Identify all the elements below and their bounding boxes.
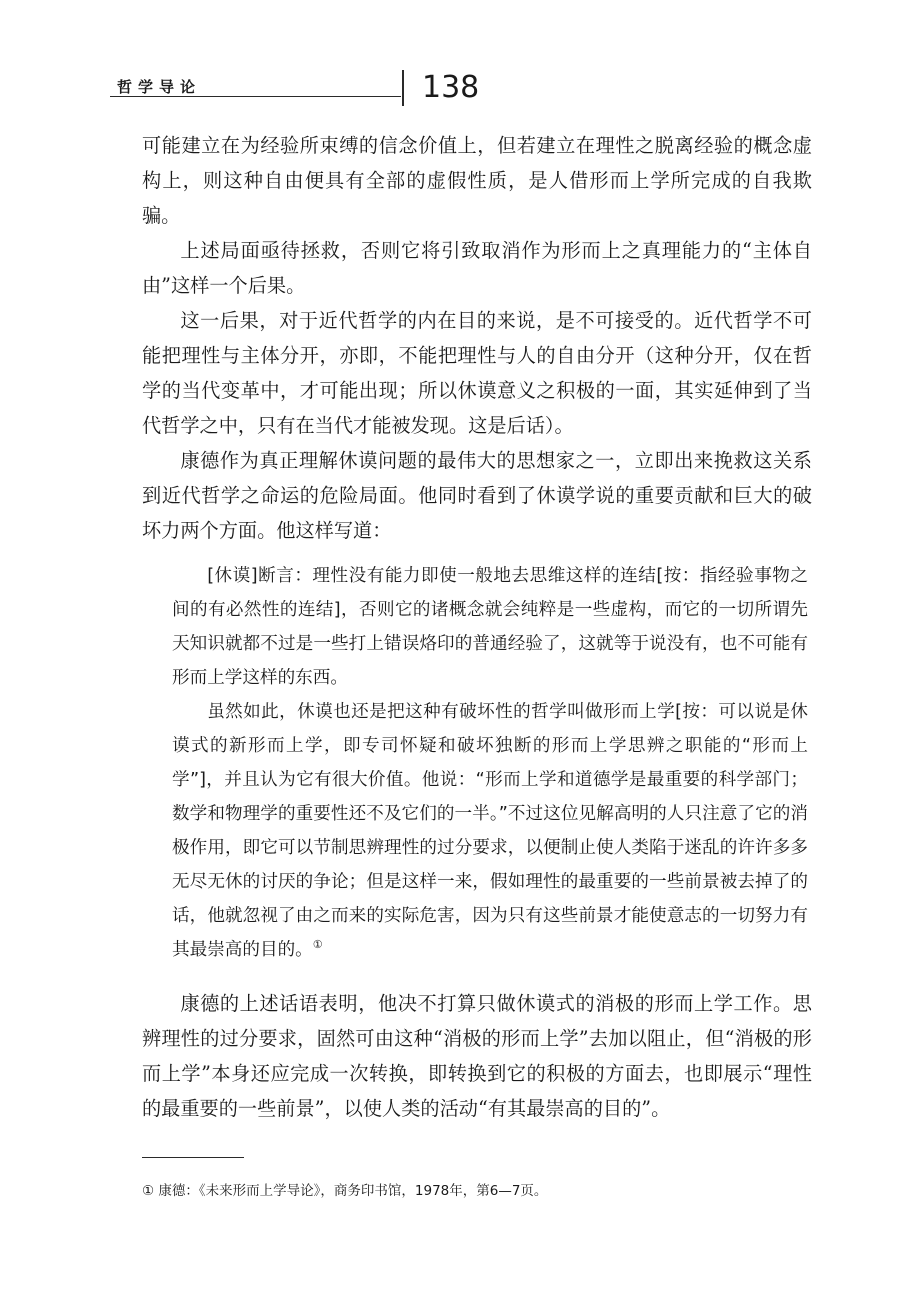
header-rule xyxy=(110,96,401,97)
paragraph: 康德作为真正理解休谟问题的最伟大的思想家之一，立即出来挽救这关系到近代哲学之命运的危险局面。他同时看到了休谟学说的重要贡献和巨大的破坏力两个方面。他这样写道： xyxy=(142,449,812,542)
quote-paragraph-text: 虽然如此，休谟也还是把这种有破坏性的哲学叫做形而上学[按：可以说是休谟式的新形而上学，即专司怀疑和破坏独断的形而上学思辨之职能的“形而上学”]，并且认为它有很大价值。他说：“形而上学和道德学是最重要的科学部门；数学和物理学的重要性还不及它们的一半。”不过这位见解高明的人只注意了它的消极作用，即它可以节制思辨理性的过分要求，以便制止使人类陷于迷乱的许许多多无尽无休的讨厌的争论；但是这样一来，假如理性的最重要的一些前景被去掉了的话，他就忽视了由之而来的实际危害，因为只有这些前景才能使意志的一切努力有其最崇高的目的。 xyxy=(172,702,808,960)
paragraph: 上述局面亟待拯救，否则它将引致取消作为形而上之真理能力的“主体自由”这样一个后果。 xyxy=(142,239,812,297)
quote-paragraph: [休谟]断言：理性没有能力即使一般地去思维这样的连结[按：指经验事物之间的有必然性的连结]，否则它的诸概念就会纯粹是一些虚构，而它的一切所谓先天知识就都不过是一些打上错误烙印的普通经验了，这就等于说没有，也不可能有形而上学这样的东西。 xyxy=(172,566,808,688)
body-text xyxy=(142,128,812,1126)
page-number: 138 xyxy=(422,70,480,105)
footnote: ① 康德：《未来形而上学导论》，商务印书馆，1978年，第6—7页。 xyxy=(142,1183,548,1199)
paragraph: 可能建立在为经验所束缚的信念价值上，但若建立在理性之脱离经验的概念虚构上，则这种自由便具有全部的虚假性质，是人借形而上学所完成的自我欺骗。 xyxy=(142,134,812,227)
footnote-reference[interactable]: ① xyxy=(312,938,323,952)
header-divider xyxy=(402,70,404,106)
book-title: 哲学导论 xyxy=(117,78,202,96)
running-header xyxy=(0,0,900,110)
quote-paragraph xyxy=(172,695,808,967)
block-quote xyxy=(142,559,808,967)
closing-paragraph: 康德的上述话语表明，他决不打算只做休谟式的消极的形而上学工作。思辨理性的过分要求，固然可由这种“消极的形而上学”去加以阻止，但“消极的形而上学”本身还应完成一次转换，即转换到它的积极的方面去，也即展示“理性的最重要的一些前景”，以使人类的活动“有其最崇高的目的”。 xyxy=(142,992,812,1120)
paragraph: 这一后果，对于近代哲学的内在目的来说，是不可接受的。近代哲学不可能把理性与主体分开，亦即，不能把理性与人的自由分开（这种分开，仅在哲学的当代变革中，才可能出现；所以休谟意义之积极的一面，其实延伸到了当代哲学之中，只有在当代才能被发现。这是后话）。 xyxy=(142,309,812,437)
footnote-rule xyxy=(142,1157,244,1158)
